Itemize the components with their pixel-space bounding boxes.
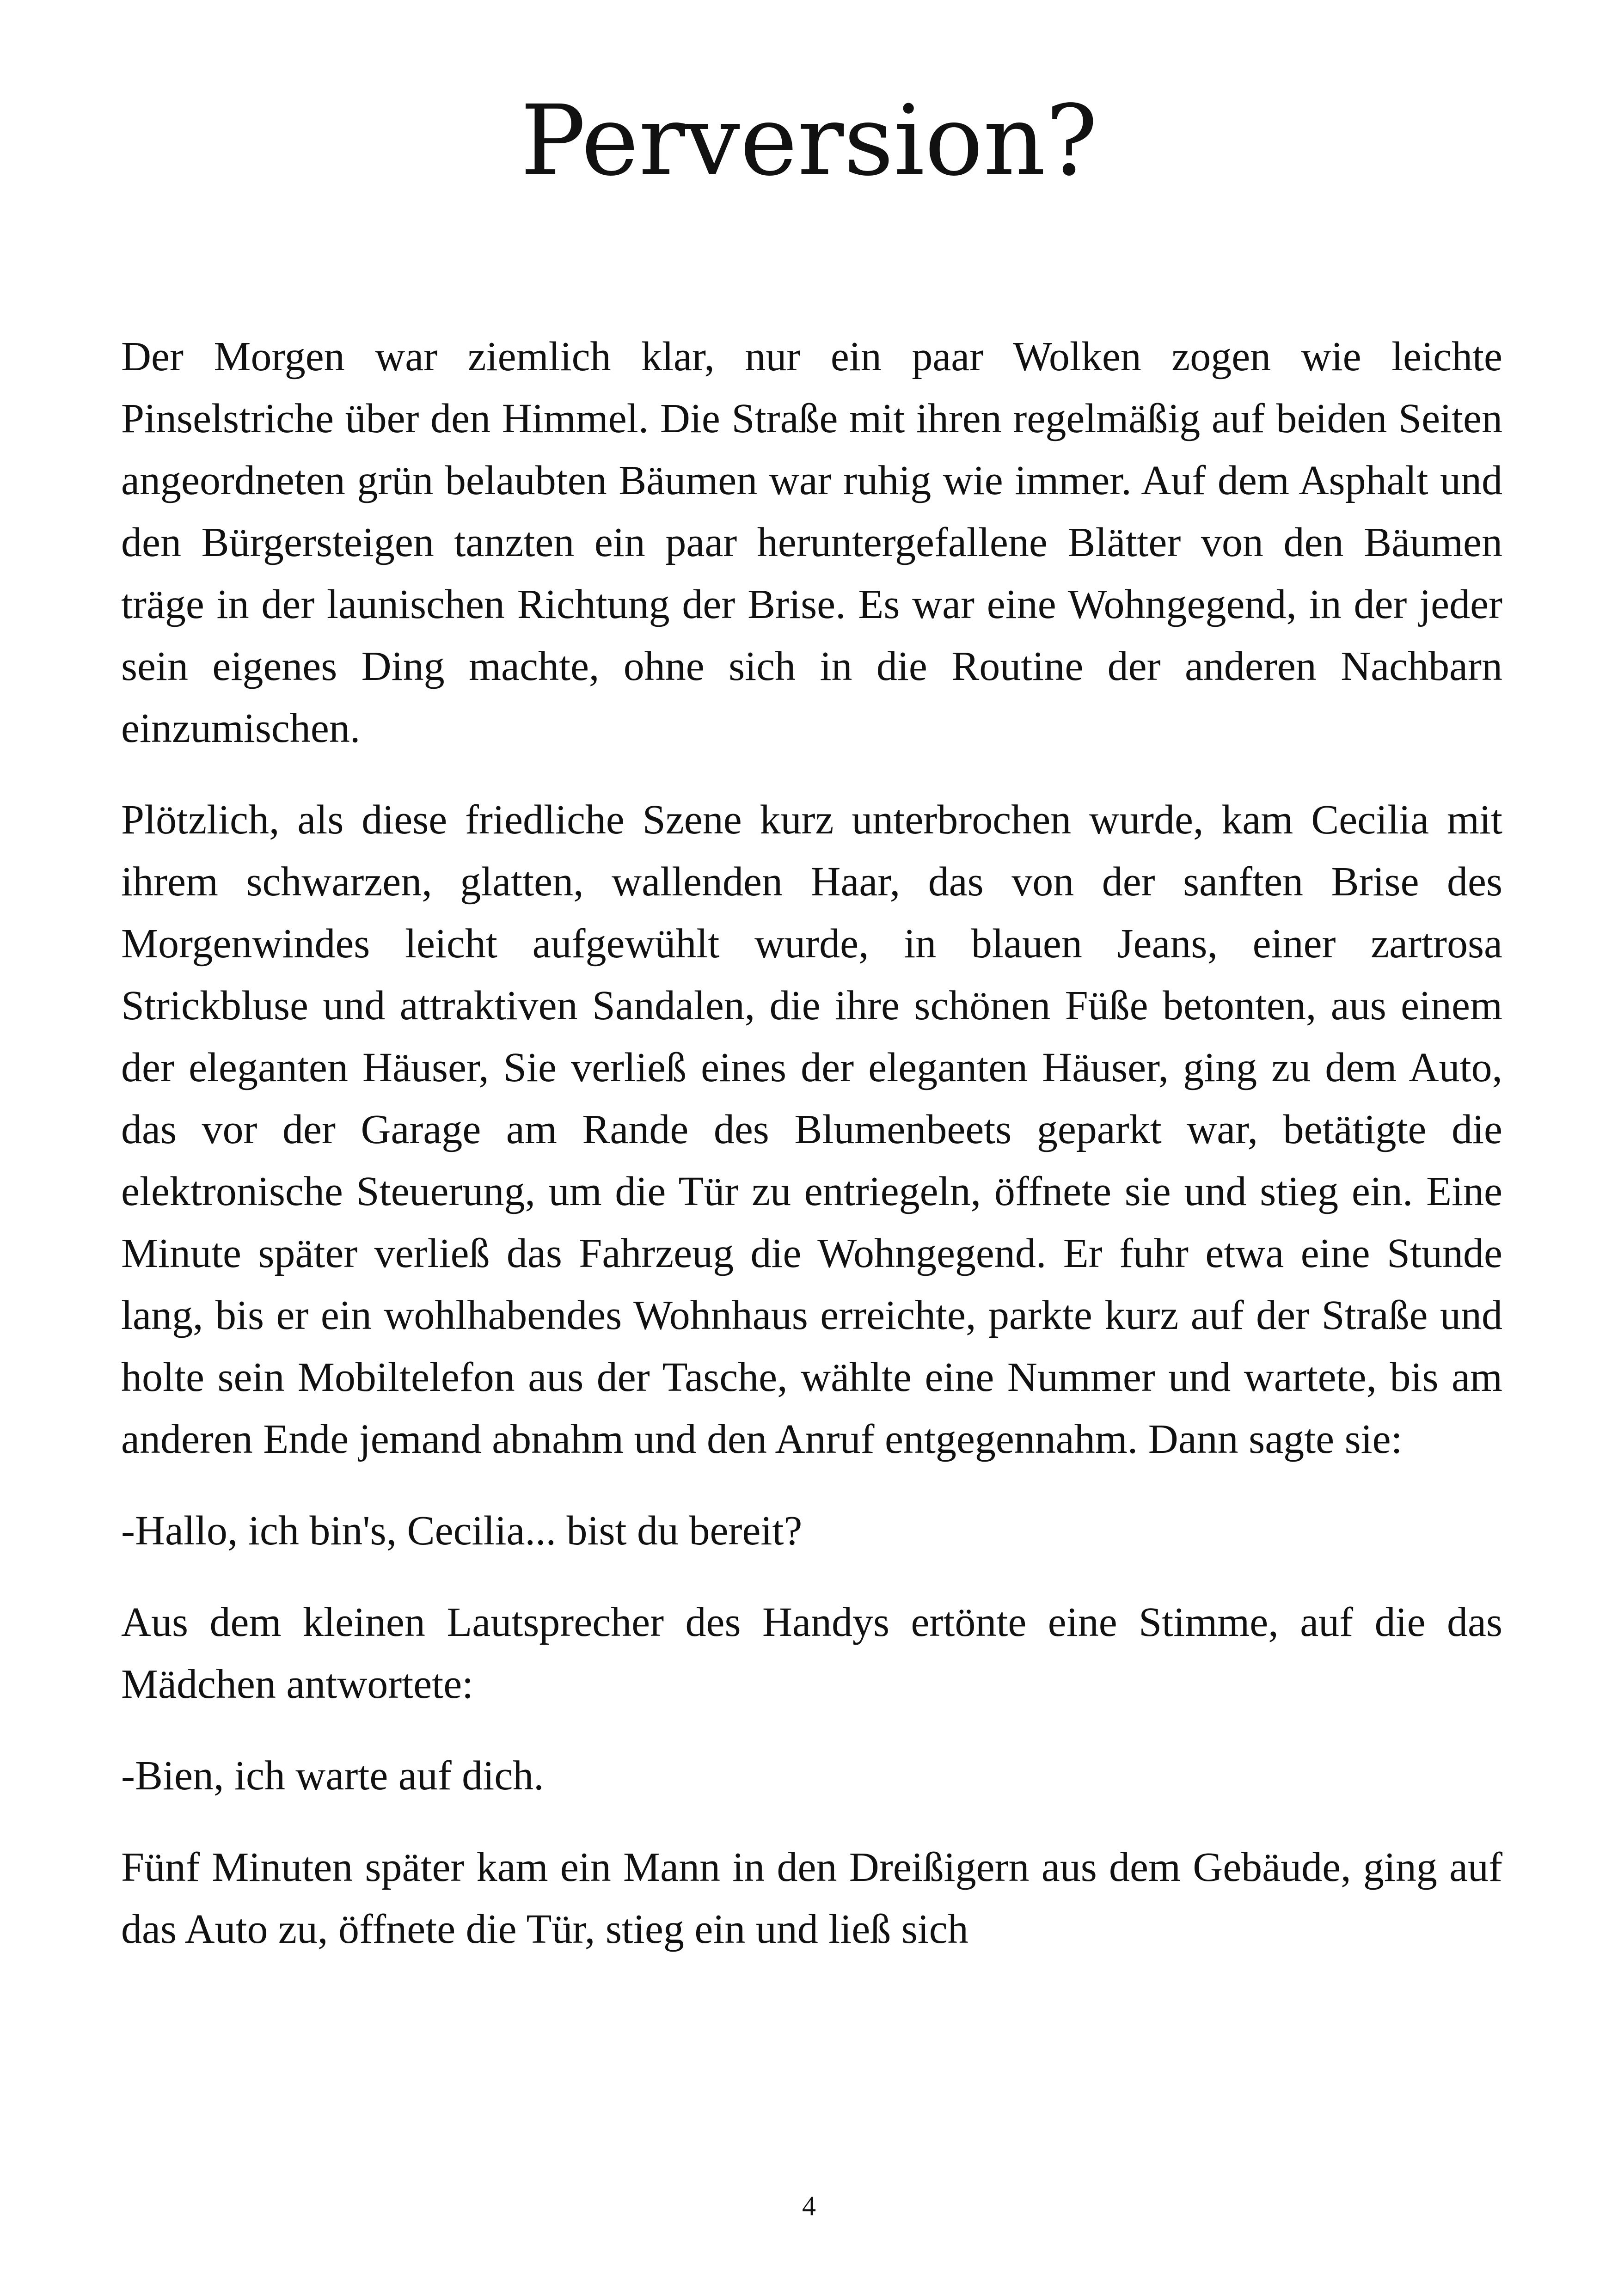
paragraph-1: Der Morgen war ziemlich klar, nur ein paar Wolken zogen wie leichte Pinselstriche über den Himmel. Die Straße mit ihren regelmäßig auf beiden Seiten angeordneten grün belaubten Bäumen war ruhig wie immer. Auf dem Asphalt und den Bürgersteigen tanzten ein paar heruntergefallene Blätter von den Bäumen träge in der launischen Richtung der Brise. Es war eine Wohngegend, in der jeder sein eigenes Ding machte, ohne sich in die Routine der anderen Nachbarn einzumischen. <box>121 334 1502 751</box>
paragraph-3: Aus dem kleinen Lautsprecher des Handys ertönte eine Stimme, auf die das Mädchen antwortete: <box>121 1599 1502 1707</box>
page-number: 4 <box>802 2191 816 2221</box>
paragraph-2: Plötzlich, als diese friedliche Szene kurz unterbrochen wurde, kam Cecilia mit ihrem schwarzen, glatten, wallenden Haar, das von der sanften Brise des Morgenwindes leicht aufgewühlt wurde, in blauen Jeans, einer zartrosa Strickbluse und attraktiven Sandalen, die ihre schönen Füße betonten, aus einem der eleganten Häuser, Sie verließ eines der eleganten Häuser, ging zu dem Auto, das vor der Garage am Rande des Blumenbeets geparkt war, betätigte die elektronische Steuerung, um die Tür zu entriegeln, öffnete sie und stieg ein. Eine Minute später verließ das Fahrzeug die Wohngegend. Er fuhr etwa eine Stunde lang, bis er ein wohlhabendes Wohnhaus erreichte, parkte kurz auf der Straße und holte sein Mobiltelefon aus der Tasche, wählte eine Nummer und wartete, bis am anderen Ende jemand abnahm und den Anruf entgegennahm. Dann sagte sie: <box>121 797 1502 1462</box>
body-text <box>121 326 1502 1990</box>
dialogue-line-2: -Bien, ich warte auf dich. <box>121 1753 544 1799</box>
paragraph-4: Fünf Minuten später kam ein Mann in den Dreißigern aus dem Gebäude, ging auf das Auto zu, öffnete die Tür, stieg ein und ließ sich <box>121 1844 1502 1952</box>
dialogue-line-1: -Hallo, ich bin's, Cecilia... bist du bereit? <box>121 1508 803 1554</box>
chapter-title: Perversion? <box>520 84 1098 197</box>
